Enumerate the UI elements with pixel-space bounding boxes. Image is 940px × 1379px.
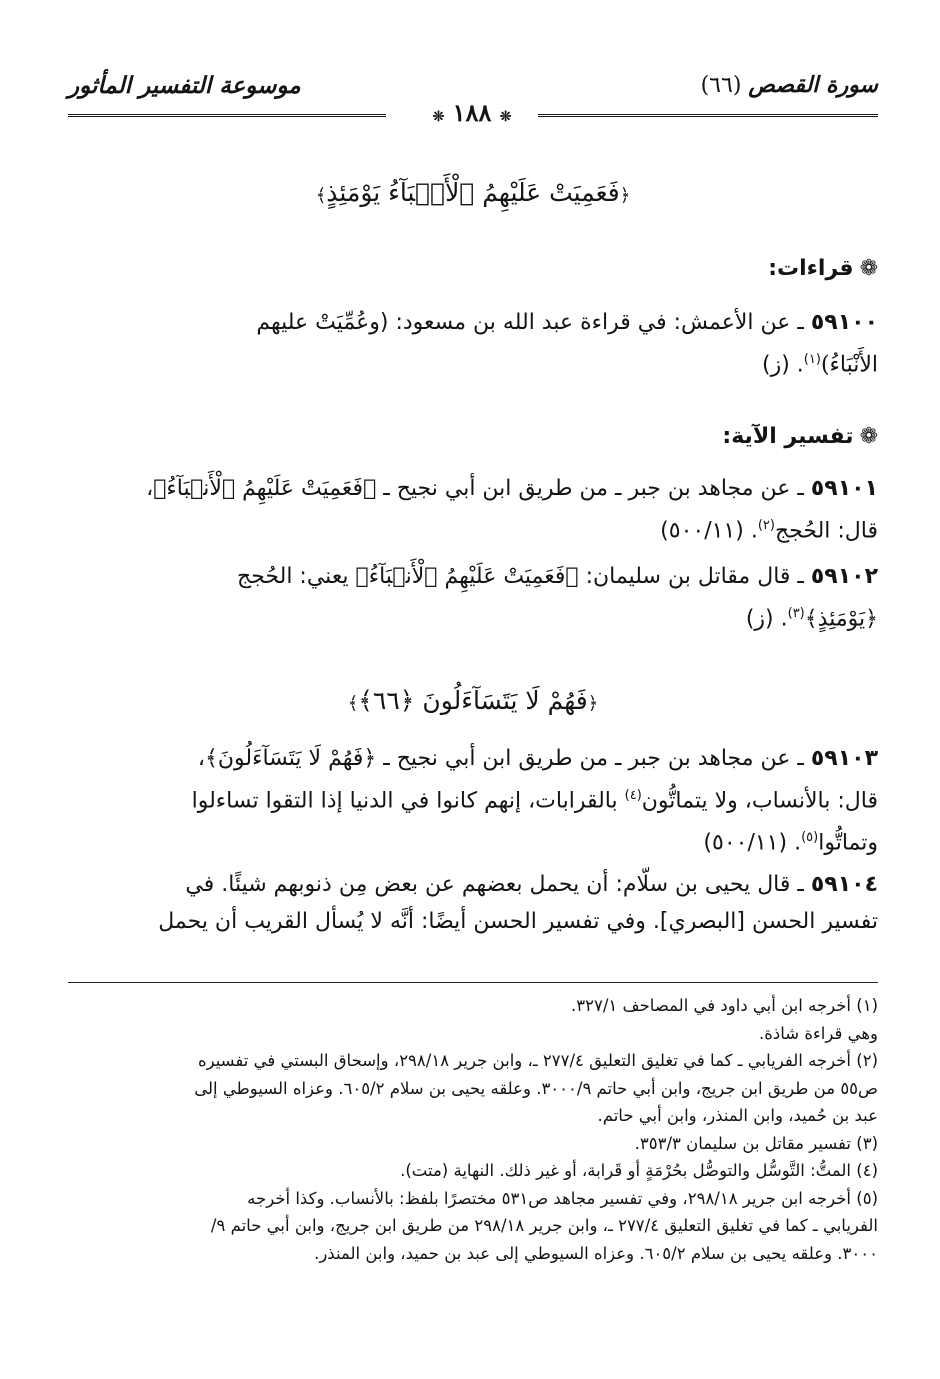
quran-bracket-close: ﴾ [315, 185, 327, 206]
source-ref: . (٥٠٠/١١) [660, 518, 758, 544]
narration-number: ٥٩١٠٣ [810, 746, 878, 771]
footnote-ref: (٥) [801, 830, 819, 846]
footnote-line: (٢) أخرجه الفريابي ـ كما في تغليق التعليق ٢٧٧/٤ ـ، وابن جرير ٢٩٨/١٨، وإسحاق البستي في تفسيره [197, 1051, 878, 1070]
header-rule [68, 98, 878, 127]
footnote-ref: (٢) [757, 518, 775, 533]
narration-text: قال: الحُجج [774, 518, 878, 544]
footnote-ref: (٣) [787, 606, 805, 621]
header-rule-right [538, 114, 878, 117]
narration-text: وتماتُّوا [818, 830, 878, 856]
narration-number: ٥٩١٠٠ [810, 310, 878, 335]
page-number-block [398, 98, 546, 127]
footnote-separator [68, 982, 878, 983]
footnote-line: عبد بن حُميد، وابن المنذر، وابن أبي حاتم. [597, 1106, 878, 1125]
header-rule-left [68, 114, 386, 117]
narration-59100 [68, 304, 878, 383]
narration-59103 [68, 740, 878, 862]
narration-text: ـ عن مجاهد بن جبر ـ من طريق ابن أبي نجيح ـ ﴿فَعَمِيَتْ عَلَيْهِمُ ٱلْأَنۢبَآءُ﴾، [146, 476, 804, 501]
book-page [68, 60, 878, 1350]
footnote-line: الفريابي ـ كما في تغليق التعليق ٢٧٧/٤ ـ، وابن جرير ٢٩٨/١٨ من طريق ابن جريج، وابن أبي حاتم ٩/ [210, 1216, 878, 1235]
footnote-ref: (٤) [624, 788, 642, 803]
narration-text: ﴿يَوْمَئِذٍ﴾ [804, 606, 878, 632]
flower-icon: ❁ [859, 256, 878, 281]
verse-heading-2 [68, 686, 878, 715]
section-heading-tafsir [722, 424, 878, 449]
surah-verse-number: (٦٦) [700, 73, 742, 98]
verse-text: فَهُمْ لَا يَتَسَآءَلُونَ ﴿٦٦﴾ [358, 686, 588, 715]
narration-text: ـ قال يحيى بن سلّام: أن يحمل بعضهم عن بعض مِن ذنوبهم شيئًا. في [185, 872, 804, 897]
narration-number: ٥٩١٠١ [810, 476, 878, 501]
footnote-line: (٣) تفسير مقاتل بن سليمان ٣٥٣/٣. [634, 1133, 878, 1153]
footnotes [68, 992, 878, 1267]
ornament-icon: ❊ [432, 109, 445, 125]
narration-text: ـ عن الأعمش: في قراءة عبد الله بن مسعود: (وعُمِّيَتْ عليهم [256, 310, 804, 335]
narration-59104 [68, 866, 878, 940]
ornament-icon: ❊ [499, 109, 512, 125]
section-heading-qiraat [768, 256, 878, 281]
source-ref: . (٥٠٠/١١) [703, 830, 802, 856]
section-title: قراءات: [768, 256, 854, 281]
narration-text: الأَنْبَاءُ) [820, 352, 878, 378]
surah-title: سورة القصص [748, 72, 878, 98]
narration-text: بالقرابات، إنهم كانوا في الدنيا إذا التقوا تساءلوا [191, 788, 625, 814]
footnote-line: (٥) أخرجه ابن جرير ٢٩٨/١٨، وفي تفسير مجاهد ص٥٣١ مختصرًا بلفظ: بالأنساب. وكذا أخرجه [247, 1188, 878, 1208]
narration-text: تفسير الحسن [البصري]. وفي تفسير الحسن أيضًا: أنَّه لا يُسأل القريب أن يحمل [158, 909, 878, 934]
flower-icon: ❁ [859, 424, 878, 449]
quran-bracket-close: ﴾ [347, 693, 359, 714]
verse-heading-1 [68, 178, 878, 207]
quran-bracket-open: ﴿ [619, 185, 631, 206]
footnote-ref: (١) [803, 352, 821, 367]
section-title: تفسير الآية: [722, 424, 854, 449]
footnote-line: ٣٠٠٠. وعلقه يحيى بن سلام ٦٠٥/٢. وعزاه السيوطي إلى عبد بن حميد، وابن المنذر. [314, 1243, 878, 1263]
footnote-line: (١) أخرجه ابن أبي داود في المصاحف ٣٢٧/١. [571, 996, 878, 1015]
source-ref: . (ز) [745, 606, 788, 632]
surah-header [701, 72, 878, 98]
narration-number: ٥٩١٠٢ [810, 564, 878, 589]
footnote-line: (٤) المتُّ: التَّوسُّل والتوصُّل بحُرْمَةٍ أو قَرابة، أو غير ذلك. النهاية (متت). [400, 1161, 878, 1180]
narration-text: قال: بالأنساب، ولا يتماتُّون [641, 788, 878, 814]
book-title: موسوعة التفسير المأثور [68, 72, 301, 99]
page-number: ١٨٨ [452, 98, 492, 127]
narration-59101 [68, 470, 878, 549]
narration-number: ٥٩١٠٤ [810, 872, 878, 897]
narration-text: ـ عن مجاهد بن جبر ـ من طريق ابن أبي نجيح ـ ﴿فَهُمْ لَا يَتَسَآءَلُونَ﴾، [197, 746, 804, 771]
source-ref: . (ز) [762, 352, 804, 378]
footnote-line: وهي قراءة شاذة. [759, 1023, 878, 1043]
verse-text: فَعَمِيَتْ عَلَيْهِمُ ٱلْأَنۢبَآءُ يَوْمَئِذٍ [326, 178, 620, 207]
narration-text: ـ قال مقاتل بن سليمان: ﴿فَعَمِيَتْ عَلَيْهِمُ ٱلْأَنۢبَآءُ﴾ يعني: الحُجج [237, 564, 804, 589]
footnote-line: ص٥٥ من طريق ابن جريج، وابن أبي حاتم ٣٠٠٠/٩. وعلقه يحيى بن سلام ٦٠٥/٢. وعزاه السيوطي إلى [194, 1078, 878, 1098]
narration-59102 [68, 558, 878, 637]
quran-bracket-open: ﴿ [587, 693, 599, 714]
